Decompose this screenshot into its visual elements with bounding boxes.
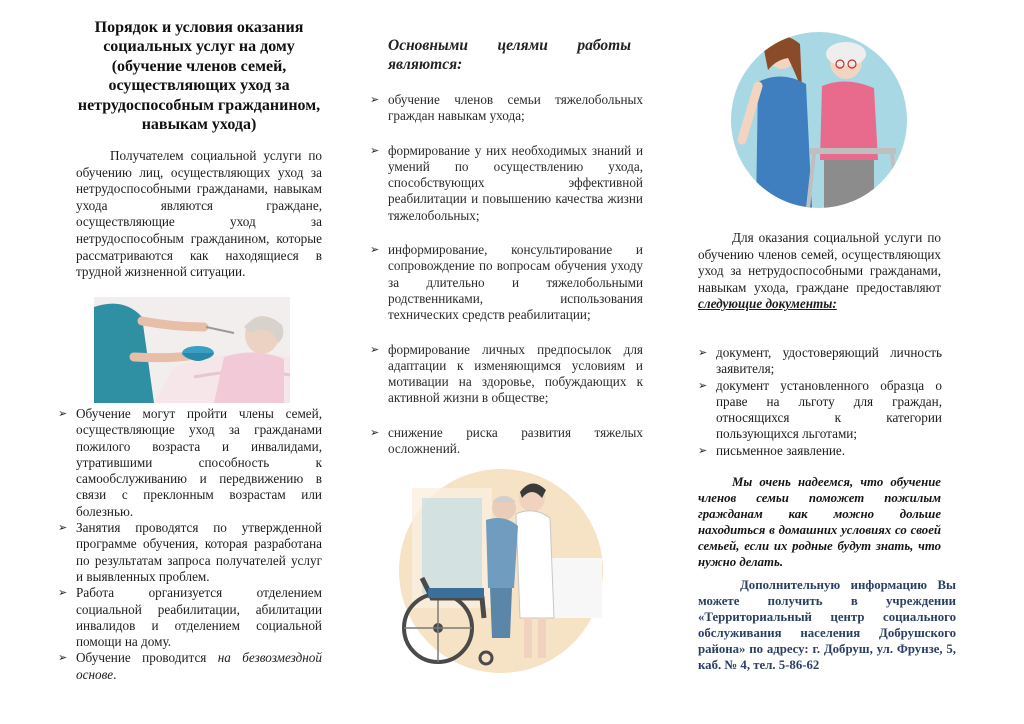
list-item: ➢ обучение членов семьи тяжелобольных граждан навыкам ухода; [388, 92, 643, 125]
documents-list [716, 345, 942, 459]
goals-heading [388, 36, 631, 74]
list-item: ➢ информирование, консультирование и сопровождение по вопросам обучения уходу за длительно и тяжелобольными родственниками, использования технических средств реабилитации; [388, 242, 643, 323]
goals-heading-line1: Основными целями работы [388, 37, 631, 54]
wheelchair-assistance-illustration [392, 468, 610, 674]
goals-heading-line2: являются: [388, 56, 463, 73]
nurse-with-elderly-woman-illustration [716, 30, 922, 208]
free-basis-prefix: Обучение проводится [76, 650, 218, 666]
documents-emphasis: следующие документы: [698, 296, 837, 312]
documents-intro-section [698, 230, 941, 313]
goals-list [388, 92, 643, 475]
conditions-list [76, 406, 322, 683]
documents-intro-paragraph [698, 230, 941, 313]
list-item: ➢ снижение риска развития тяжелых осложнений. [388, 425, 643, 458]
list-item: ➢ Работа организуется отделением социальной реабилитации, абилитации инвалидов и отделением социальной помощи на дому. [76, 585, 322, 650]
list-item: ➢ документ установленного образца о праве на льготу для граждан, относящихся к категории пользующихся льготами; [716, 378, 942, 443]
intro-paragraph: Получателем социальной услуги по обучению лиц, осуществляющих уход за нетрудоспособными гражданами, навыкам ухода являются граждане, осуществляющие уход за нетрудоспособным гражданином, которые рассматриваются как находящиеся в трудной жизненной ситуации. [76, 148, 322, 280]
free-basis-emphasis: на безвозмездной основе [76, 650, 322, 682]
list-item: ➢ Обучение могут пройти члены семей, осуществляющие уход за гражданами пожилого возраста и инвалидами, утратившими способность к самообслуживанию и передвижению в связи с преклонным возрастам или болезнью. [76, 406, 322, 520]
list-item [76, 650, 322, 683]
list-item: ➢ формирование личных предпосылок для адаптации к изменяющимся условиям и мотивации на здоровье, побуждающих к активной жизни в обществе; [388, 342, 643, 407]
list-item: ➢ документ, удостоверяющий личность заявителя; [716, 345, 942, 378]
intro-section [76, 148, 322, 281]
contact-info: Дополнительную информацию Вы можете получить в учреждении «Территориальный центр социального обслуживания населения Добрушского района» по адресу: г. Добруш, ул. Фрунзе, 5, каб. № 4, тел. 5-86-62 [698, 578, 956, 672]
list-item: ➢ формирование у них необходимых знаний и умений по осуществлению ухода, способствующих эффективной реабилитации и повышению качества жизни тяжелобольных; [388, 143, 643, 224]
list-item: ➢ письменное заявление. [716, 443, 942, 459]
brochure-title: Порядок и условия оказания социальных услуг на дому (обучение членов семей, осуществляющих уход за нетрудоспособным гражданином, навыкам ухода) [77, 19, 321, 134]
documents-intro-text: Для оказания социальной услуги по обучению членов семей, осуществляющих уход за нетрудоспособными гражданами, навыкам ухода, граждане предоставляют [698, 230, 941, 295]
free-basis-suffix: . [113, 666, 117, 682]
list-item: ➢ Занятия проводятся по утвержденной программе обучения, которая разработана по результатам запроса получателей услуг и выявленных проблем. [76, 520, 322, 585]
hope-paragraph: Мы очень надеемся, что обучение членов семьи поможет пожилым гражданам как можно дольше находиться в домашних условиях со своей семьей, если их родные будут знать, что нужно делать. [698, 475, 941, 569]
caregiver-feeding-photo [94, 297, 290, 403]
